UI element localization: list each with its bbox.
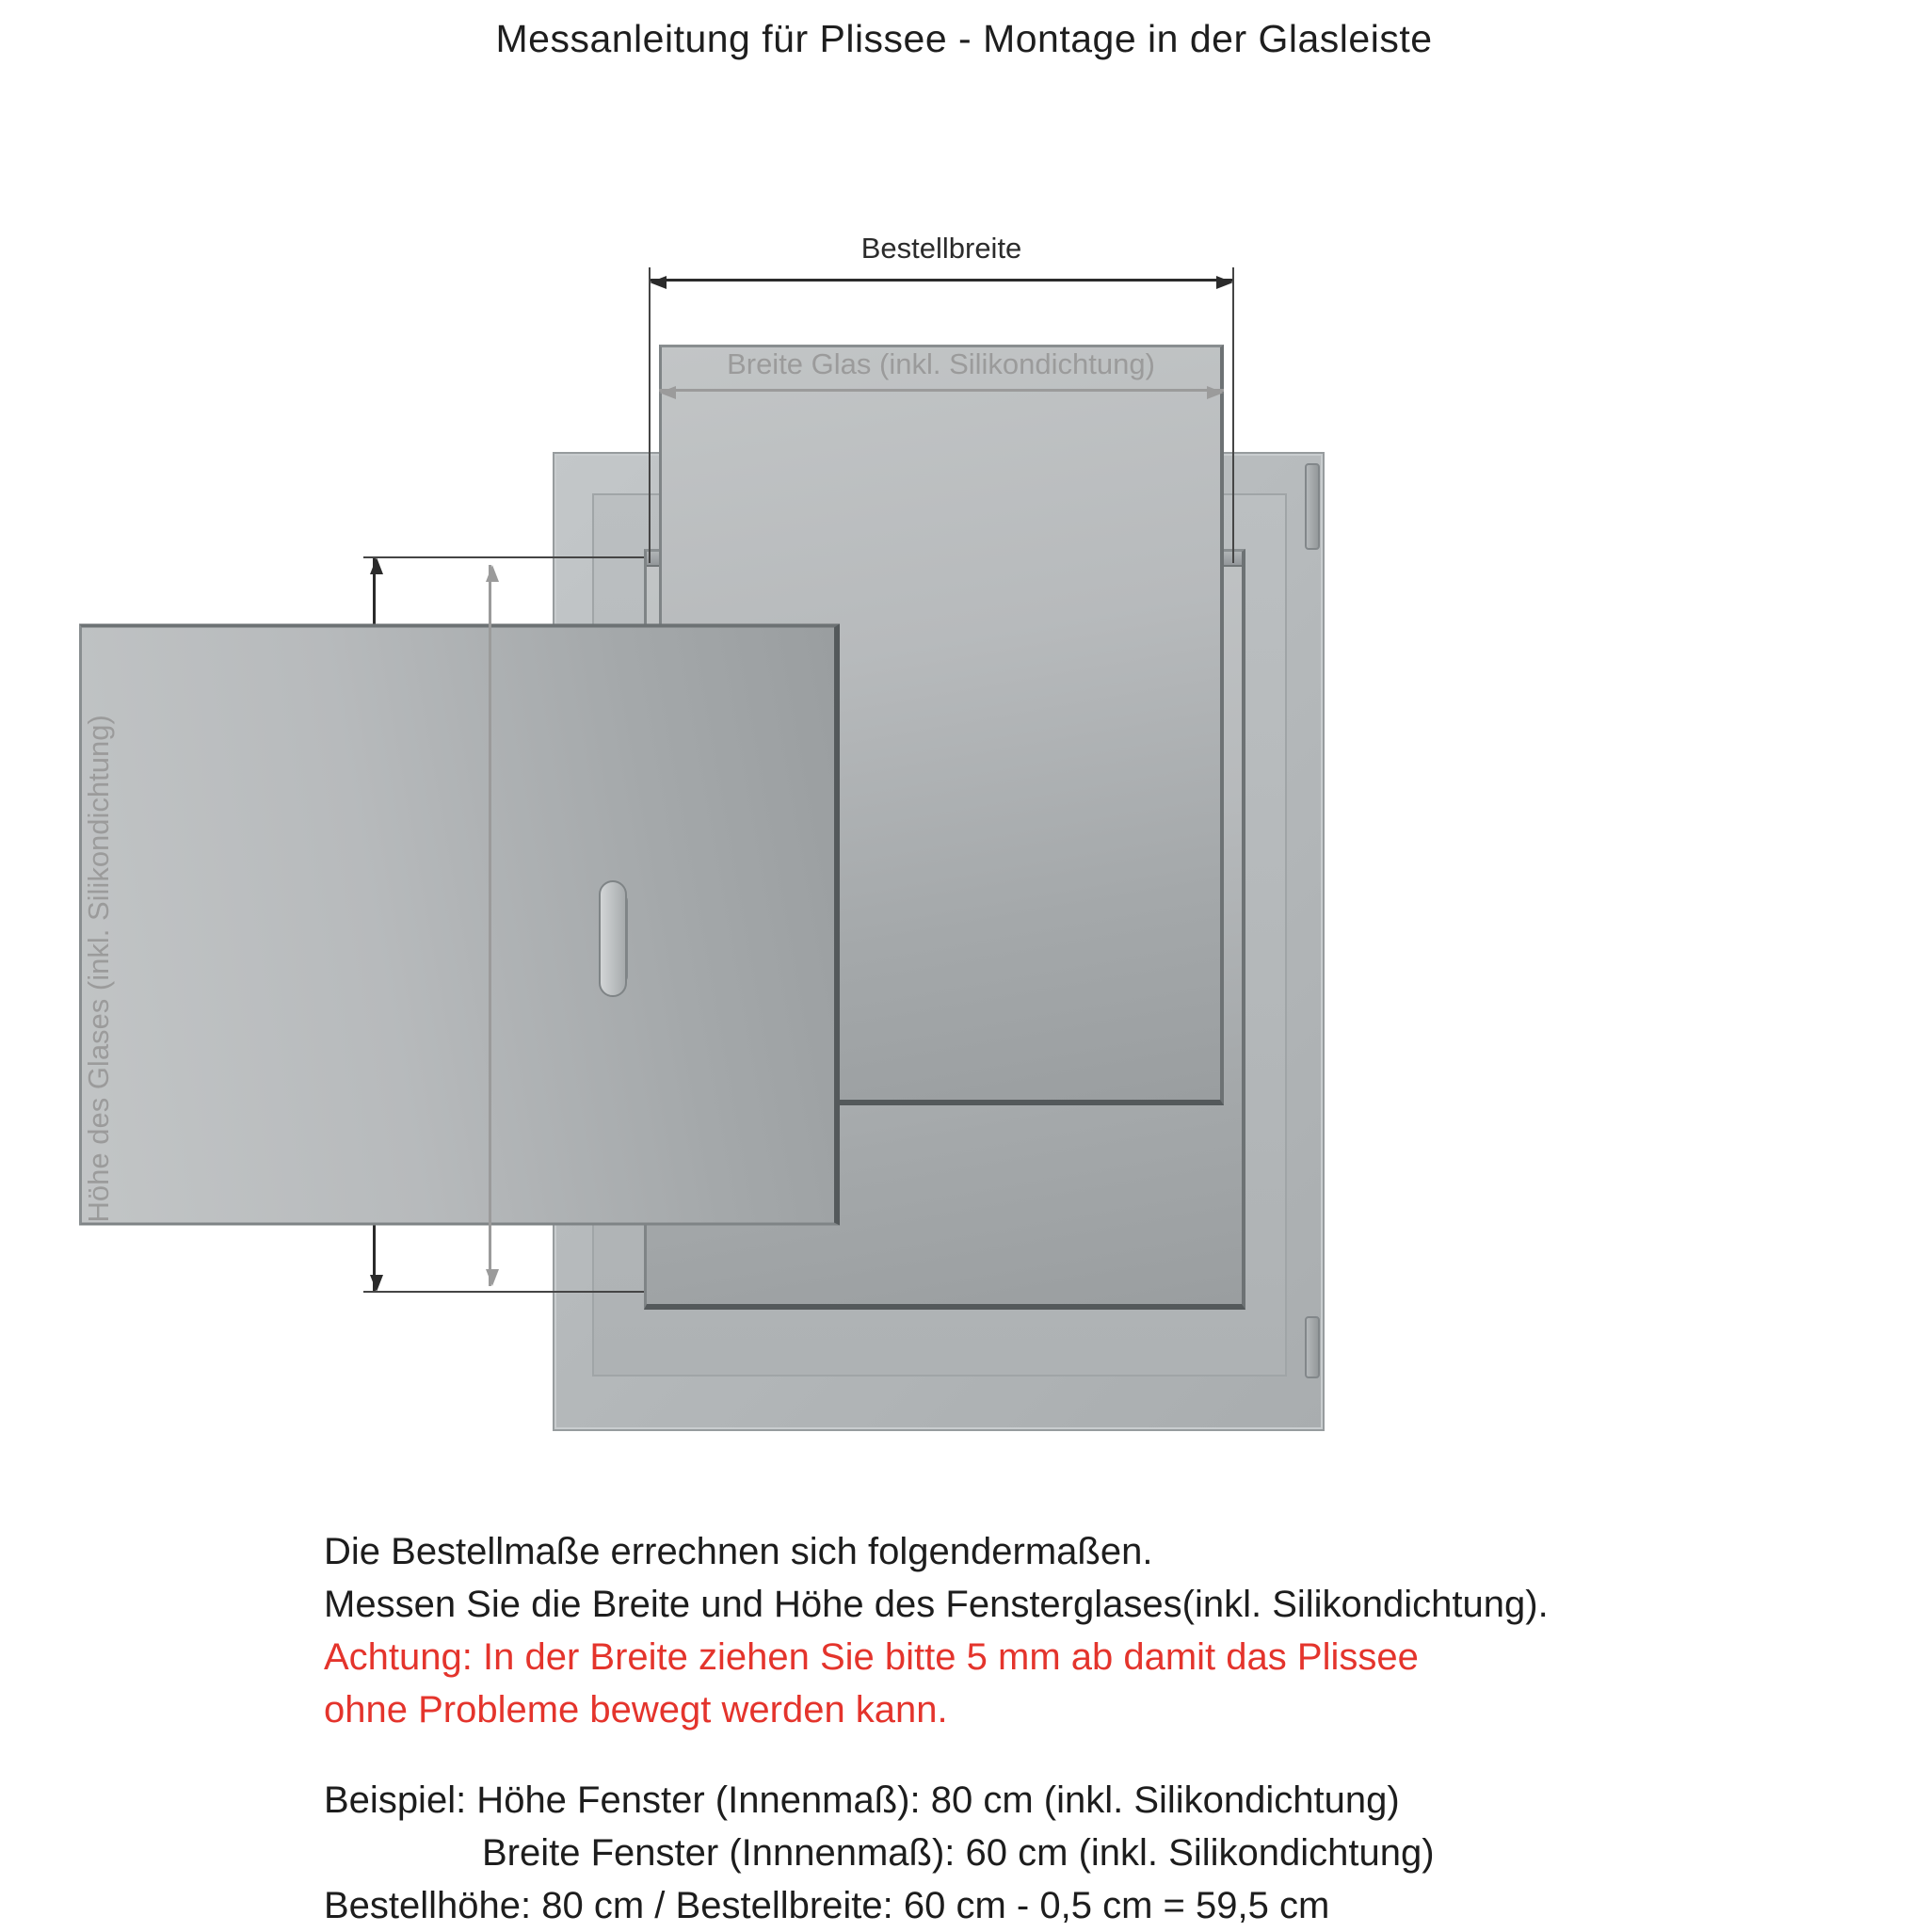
instructions-block: [324, 1525, 1830, 1932]
page-title: Messanleitung für Plissee - Montage in der Glasleiste: [495, 17, 1433, 60]
glass-height-arrow: [489, 565, 491, 1286]
order-width-arrow: [650, 279, 1233, 282]
extension-line-bottom: [363, 1291, 644, 1293]
window-handle: [599, 880, 627, 997]
glass-height-label: Höhe des Glases (inkl. Silikondichtung): [79, 624, 840, 1226]
extension-line-left: [649, 267, 651, 563]
glass-width-label: Breite Glas (inkl. Silikondichtung): [659, 345, 1224, 1105]
hinge-top: [1305, 463, 1320, 550]
intro-line-1: Die Bestellmaße errechnen sich folgendermaßen.: [324, 1531, 1153, 1572]
example-line-2: Breite Fenster (Innnenmaß): 60 cm (inkl. Silikondichtung): [482, 1832, 1435, 1874]
extension-line-right: [1232, 267, 1234, 563]
spacer: [324, 1736, 1830, 1774]
intro-line-2: Messen Sie die Breite und Höhe des Fensterglases(inkl. Silikondichtung).: [324, 1584, 1549, 1625]
order-width-label: Bestellbreite: [860, 232, 1022, 265]
example-line-1: Beispiel: Höhe Fenster (Innenmaß): 80 cm (inkl. Silikondichtung): [324, 1779, 1400, 1821]
extension-line-top: [363, 556, 644, 558]
example-line-3: Bestellhöhe: 80 cm / Bestellbreite: 60 cm - 0,5 cm = 59,5 cm: [324, 1885, 1330, 1926]
hinge-bottom: [1305, 1316, 1320, 1378]
warning-line-1: Achtung: In der Breite ziehen Sie bitte 5 mm ab damit das Plissee: [324, 1636, 1419, 1678]
warning-line-2: ohne Probleme bewegt werden kann.: [324, 1689, 948, 1731]
glass-width-arrow: [659, 389, 1224, 392]
